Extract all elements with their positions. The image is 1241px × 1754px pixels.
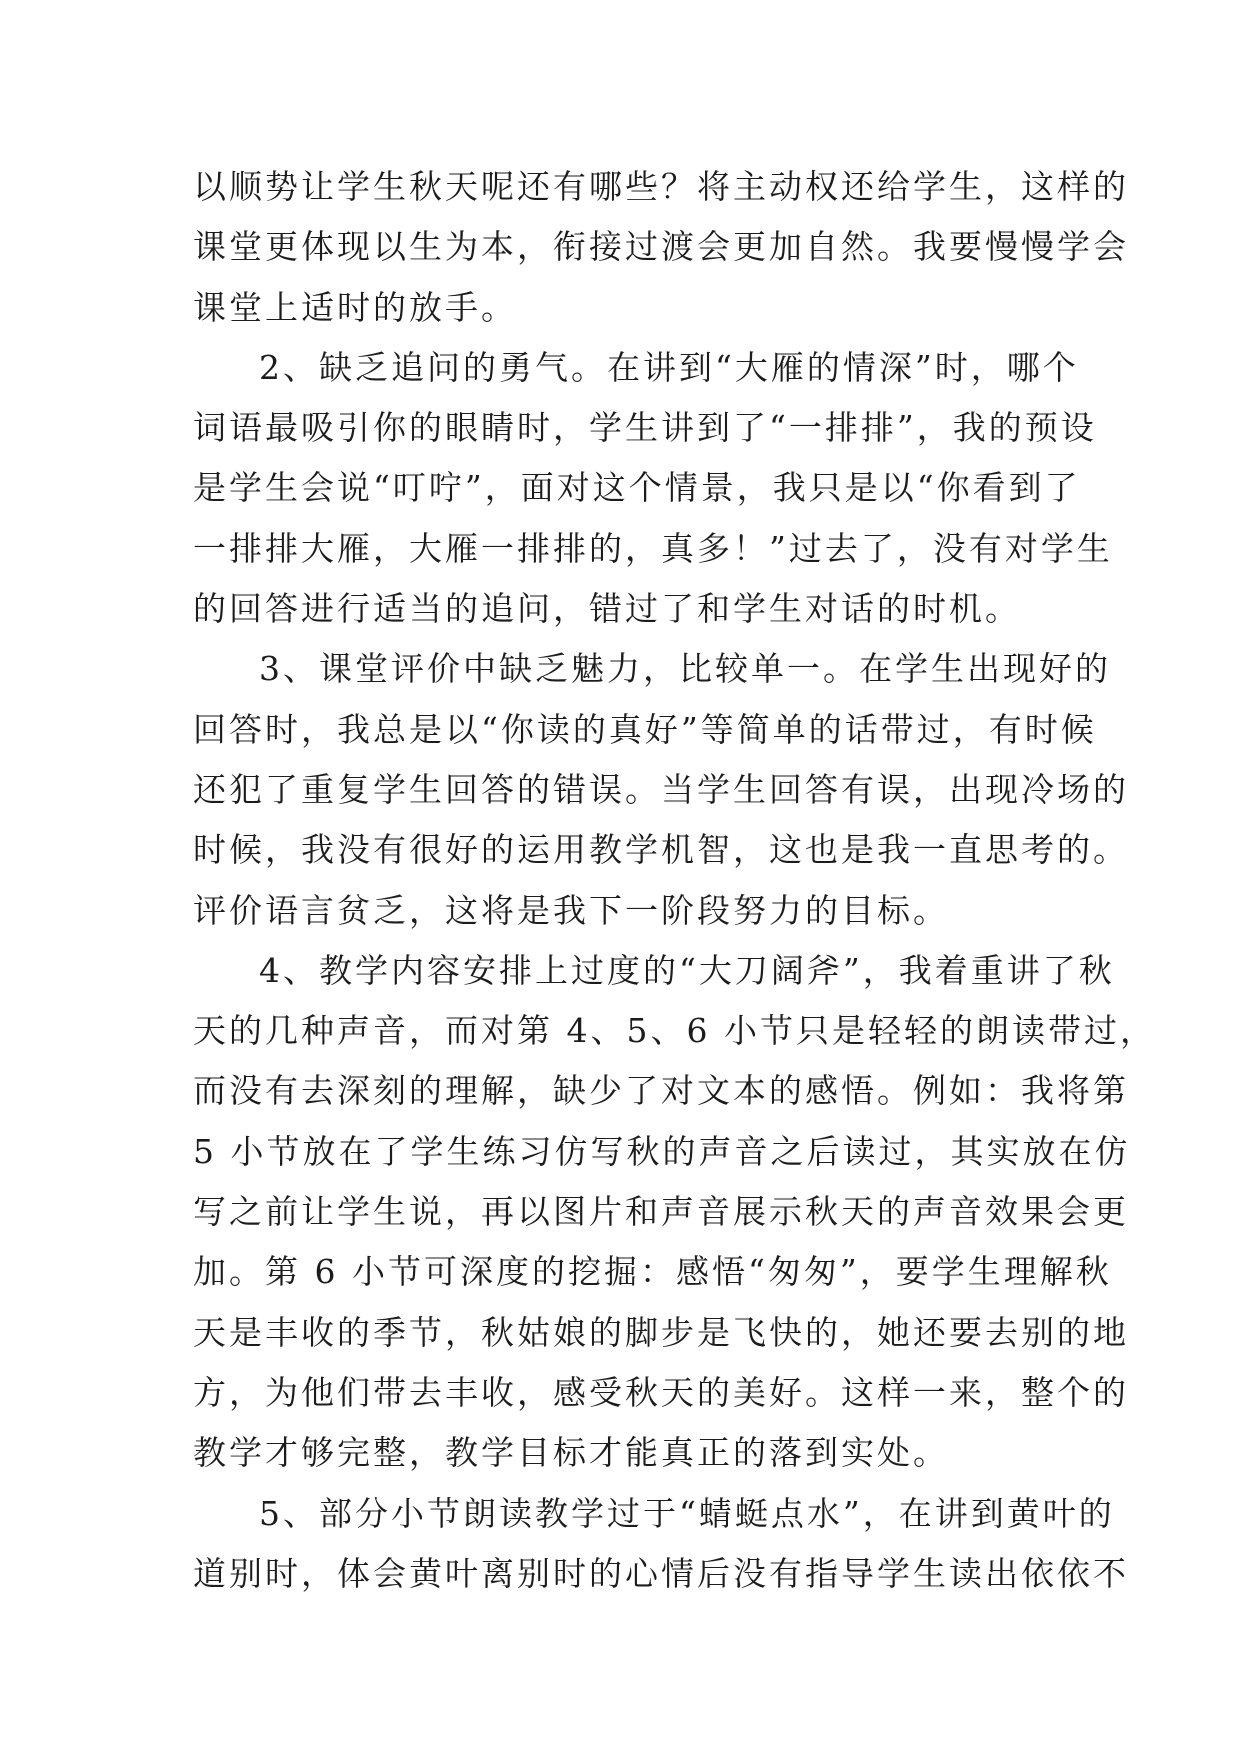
text-line: 天是丰收的季节，秋姑娘的脚步是飞快的，她还要去别的地 (193, 1312, 1129, 1352)
text-line: 课堂上适时的放手。 (193, 287, 517, 327)
text-line: 评价语言贫乏，这将是我下一阶段努力的目标。 (193, 890, 949, 930)
text-line: 课堂更体现以生为本，衔接过渡会更加自然。我要慢慢学会 (193, 227, 1129, 267)
paragraph-first-line: 3、课堂评价中缺乏魅力，比较单一。在学生出现好的 (259, 649, 1111, 689)
text-line: 而没有去深刻的理解，缺少了对文本的感悟。例如：我将第 (193, 1071, 1129, 1111)
text-line: 还犯了重复学生回答的错误。当学生回答有误，出现冷场的 (193, 769, 1129, 809)
text-line: 一排排大雁，大雁一排排的，真多！”过去了，没有对学生 (193, 528, 1113, 568)
text-line: 5 小节放在了学生练习仿写秋的声音之后读过，其实放在仿 (193, 1131, 1131, 1171)
text-line: 回答时，我总是以“你读的真好”等简单的话带过，有时候 (193, 709, 1097, 749)
text-line: 天的几种声音，而对第 4、5、6 小节只是轻轻的朗读带过， (193, 1011, 1156, 1051)
paragraph-first-line: 5、部分小节朗读教学过于“蜻蜓点水”，在讲到黄叶的 (259, 1493, 1115, 1533)
text-line: 方，为他们带去丰收，感受秋天的美好。这样一来，整个的 (193, 1372, 1129, 1412)
body-text (193, 157, 1156, 1604)
text-line: 以顺势让学生秋天呢还有哪些？将主动权还给学生，这样的 (193, 167, 1129, 206)
text-line: 教学才够完整，教学目标才能真正的落到实处。 (193, 1433, 949, 1473)
text-line: 道别时，体会黄叶离别时的心情后没有指导学生读出依依不 (193, 1553, 1129, 1593)
paragraph-first-line: 2、缺乏追问的勇气。在讲到“大雁的情深”时，哪个 (259, 347, 1079, 387)
text-line: 加。第 6 小节可深度的挖掘：感悟“匆匆”，要学生理解秋 (193, 1252, 1112, 1292)
text-line: 词语最吸引你的眼睛时，学生讲到了“一排排”，我的预设 (193, 408, 1097, 448)
text-line: 时候，我没有很好的运用教学机智，这也是我一直思考的。 (193, 830, 1129, 870)
text-line: 是学生会说“叮咛”，面对这个情景，我只是以“你看到了 (193, 468, 1081, 508)
text-line: 的回答进行适当的追问，错过了和学生对话的时机。 (193, 589, 1021, 629)
paragraph-first-line: 4、教学内容安排上过度的“大刀阔斧”，我着重讲了秋 (259, 950, 1115, 990)
text-line: 写之前让学生说，再以图片和声音展示秋天的声音效果会更 (193, 1192, 1129, 1232)
